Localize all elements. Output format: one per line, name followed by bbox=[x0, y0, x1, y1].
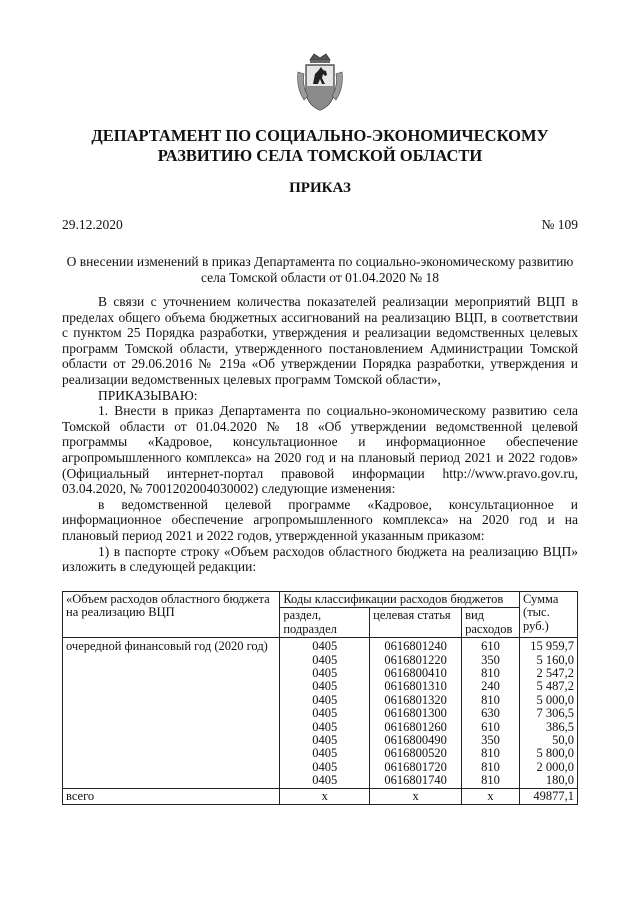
row-target: 0616800410 bbox=[370, 667, 462, 680]
row-target: 0616801740 bbox=[370, 774, 462, 788]
row-section: 0405 bbox=[280, 680, 370, 693]
row-target: 0616801720 bbox=[370, 761, 462, 774]
row-target: 0616801240 bbox=[370, 638, 462, 654]
row-kind: 810 bbox=[462, 774, 520, 788]
row-sum: 2 000,0 bbox=[520, 761, 578, 774]
document-type: ПРИКАЗ bbox=[289, 180, 351, 196]
row-kind: 240 bbox=[462, 680, 520, 693]
row-sum: 180,0 bbox=[520, 774, 578, 788]
total-label: всего bbox=[63, 788, 280, 804]
row-target: 0616801220 bbox=[370, 654, 462, 667]
row-kind: 810 bbox=[462, 667, 520, 680]
row-kind: 810 bbox=[462, 747, 520, 760]
row-target: 0616800490 bbox=[370, 734, 462, 747]
row-section: 0405 bbox=[280, 707, 370, 720]
row-sum: 50,0 bbox=[520, 734, 578, 747]
order-body bbox=[62, 294, 578, 575]
row-kind: 630 bbox=[462, 707, 520, 720]
row-section: 0405 bbox=[280, 761, 370, 774]
row-kind: 810 bbox=[462, 694, 520, 707]
table-codes-header: Коды классификации расходов бюджетов bbox=[280, 592, 520, 608]
order-date: 29.12.2020 bbox=[62, 217, 123, 232]
row-kind: 350 bbox=[462, 734, 520, 747]
row-section: 0405 bbox=[280, 694, 370, 707]
row-kind: 610 bbox=[462, 638, 520, 654]
row-section: 0405 bbox=[280, 654, 370, 667]
row-sum: 15 959,7 bbox=[520, 638, 578, 654]
table-subheader-kind: вид расходов bbox=[462, 608, 520, 638]
row-sum: 5 800,0 bbox=[520, 747, 578, 760]
total-kind: x bbox=[462, 788, 520, 804]
row-target: 0616801260 bbox=[370, 721, 462, 734]
row-section: 0405 bbox=[280, 774, 370, 788]
row-section: 0405 bbox=[280, 721, 370, 734]
row-sum: 5 487,2 bbox=[520, 680, 578, 693]
row-sum: 386,5 bbox=[520, 721, 578, 734]
row-section: 0405 bbox=[280, 747, 370, 760]
row-kind: 810 bbox=[462, 761, 520, 774]
row-section: 0405 bbox=[280, 734, 370, 747]
table-total-row bbox=[63, 788, 578, 804]
order-number: № 109 bbox=[541, 217, 578, 232]
total-section: x bbox=[280, 788, 370, 804]
row-kind: 350 bbox=[462, 654, 520, 667]
row-sum: 2 547,2 bbox=[520, 667, 578, 680]
order-keyword: ПРИКАЗЫВАЮ: bbox=[98, 387, 198, 403]
clause-1-paragraph: 1. Внести в приказ Департамента по социально-экономическому развитию села Томской области от 01.04.2020 № 18 «Об утверждении ведомственной целевой программы «Кадровое, консультационное и информационное обеспечение агропромышленного комплекса» на 2020 год и на плановый период 2021 и 2022 годов» (Официальный интернет-портал правовой информации http://www.pravo.gov.ru, 03.04.2020, № 7001202004030002) следующие изменения: bbox=[62, 403, 578, 497]
row-target: 0616801320 bbox=[370, 694, 462, 707]
total-target: x bbox=[370, 788, 462, 804]
table-period-label: очередной финансовый год (2020 год) bbox=[63, 638, 280, 788]
row-target: 0616801300 bbox=[370, 707, 462, 720]
program-paragraph: в ведомственной целевой программе «Кадровое, консультационное и информационное обеспечение агропромышленного комплекса» на 2020 год и на плановый период 2021 и 2022 годов, утвержденной указанным приказом: bbox=[62, 496, 578, 543]
row-sum: 7 306,5 bbox=[520, 707, 578, 720]
row-section: 0405 bbox=[280, 667, 370, 680]
total-sum: 49877,1 bbox=[520, 788, 578, 804]
row-section: 0405 bbox=[280, 638, 370, 654]
table-row bbox=[63, 638, 578, 654]
row-target: 0616800520 bbox=[370, 747, 462, 760]
department-title: ДЕПАРТАМЕНТ ПО СОЦИАЛЬНО-ЭКОНОМИЧЕСКОМУ РАЗВИТИЮ СЕЛА ТОМСКОЙ ОБЛАСТИ bbox=[91, 126, 549, 165]
table-subheader-section: раздел, подраздел bbox=[280, 608, 370, 638]
table-subheader-target: целевая статья bbox=[370, 608, 462, 638]
table-sum-header: Сумма (тыс. руб.) bbox=[520, 592, 578, 638]
row-sum: 5 160,0 bbox=[520, 654, 578, 667]
coat-of-arms-icon bbox=[296, 52, 344, 112]
budget-table bbox=[62, 591, 578, 805]
row-kind: 610 bbox=[462, 721, 520, 734]
order-subject: О внесении изменений в приказ Департамента по социально-экономическому развитию села Томской области от 01.04.2020 № 18 bbox=[66, 254, 574, 285]
table-head-label: «Объем расходов областного бюджета на реализацию ВЦП bbox=[63, 592, 280, 638]
row-sum: 5 000,0 bbox=[520, 694, 578, 707]
row-target: 0616801310 bbox=[370, 680, 462, 693]
subclause-paragraph: 1) в паспорте строку «Объем расходов областного бюджета на реализацию ВЦП» изложить в следующей редакции: bbox=[62, 543, 578, 575]
preamble-paragraph: В связи с уточнением количества показателей реализации мероприятий ВЦП в пределах общего объема бюджетных ассигнований на реализацию ВЦП, в соответствии с пунктом 25 Порядка разработки, утверждения и реализации ведомственных целевых программ Томской области, утвержденного постановлением Администрации Томской области от 29.06.2016 № 219а «Об утверждении Порядка разработки, утверждения и реализации ведомственных целевых программ Томской области», bbox=[62, 294, 578, 387]
